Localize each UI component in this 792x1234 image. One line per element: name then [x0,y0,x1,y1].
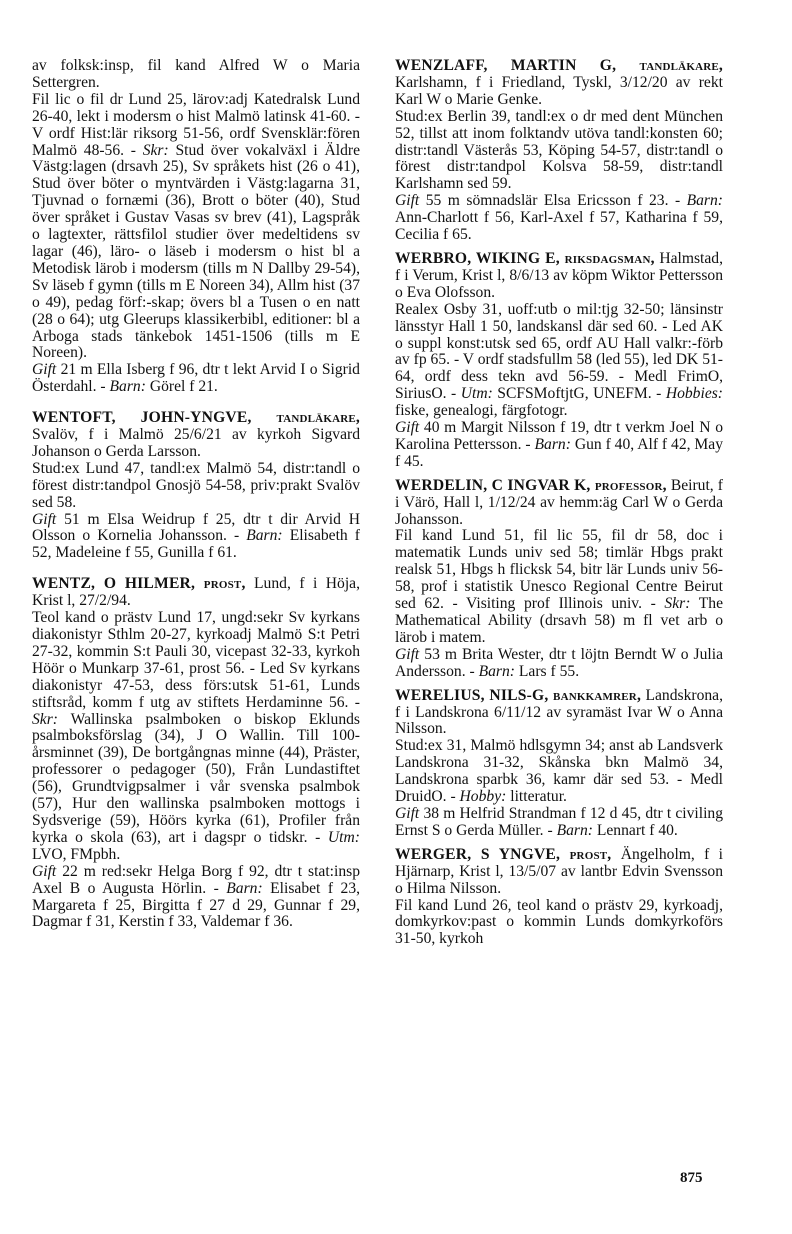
entry-werdelin [395,478,723,681]
label-gift: Gift [32,510,57,528]
entry-header: WERBRO, WIKING E, riksdagsman, Halmstad, f i Verum, Krist l, 8/6/13 av köpm Wiktor Pettersson o Eva Olofsson. [395,249,723,301]
entry-header: WENZLAFF, MARTIN G, tandläkare, Karlshamn, f i Friedland, Tyskl, 3/12/20 av rekt Karl W o Marie Genke. [395,57,723,108]
label-skr: Skr: [142,141,169,159]
entry-career: Teol kand o prästv Lund 17, ungd:sekr Sv kyrkans diakonistyr Sthlm 20-27, kyrkoadj Malmö S:t Petri 27-32, kommin S:t Pauli 30, vicepast 32-33, kyrkoh Höör o Munkarp 37-61, prost 56. - Led Sv kyrkans diakonistyr 47-53, dess förs:utsk 51-61, Lunds stiftsråd, komm f utg av stiftets Herdaminne 56. - Skr: Wallinska psalmboken o biskop Eklunds psalmboksförslag (34), J O Wallin. Till 100-årsminnet (39), De bortgångnas minne (44), Präster, professorer o pedagoger (50), Från Lundastiftet (56), Grundtvigpsalmer i vår svenska psalmbok (57), Hur den wallinska psalmboken mottogs i Sydsverige (59), Höörs kyrka (61), Profiler från kyrka o skola (63), art i dagspr o tidskr. - Utm: LVO, FMpbh. [32,609,361,863]
entry-name: WENTZ, O HILMER, prost, [32,575,246,593]
entry-wentoft [32,410,360,562]
left-column [32,58,360,931]
entry-career: Stud:ex Lund 47, tandl:ex Malmö 54, distr:tandl o förest distr:tandpol Gnosjö 54-58, priv:prakt Svalöv sed 58. [32,459,360,511]
entry-career: Fil kand Lund 26, teol kand o prästv 29, kyrkoadj, domkyrkov:past o kommin Lunds domkyrkoförs 31-50, kyrkoh [395,896,723,948]
label-barn: Barn: [109,378,146,396]
entry-career: Stud:ex Berlin 39, tandl:ex o dr med dent München 52, tillst att inom folktandv utöva tandl:konsten 60; distr:tandl Västerås 53, Köping 54-57, distr:tandl o förest distr:tandpol Kolsva 58-59, distr:tandl Karlshamn sed 59. [395,107,723,193]
entry-family: Gift 22 m red:sekr Helga Borg f 92, dtr t stat:insp Axel B o Augusta Hörlin. - Barn: Elisabet f 23, Margareta f 25, Birgitta f 27 d 29, Gunnar f 29, Dagmar f 31, Kerstin f 33, Valdemar f 36. [32,862,361,931]
entry-career: Stud:ex 31, Malmö hdlsgymn 34; anst ab Landsverk Landskrona 31-32, Skånska bkn Malmö 34, Landskrona sparbk 36, kamr där sed 53. - Medl DruidO. - Hobby: litteratur. [395,737,723,806]
entry-wenzlaff [395,58,723,244]
label-gift: Gift [395,192,420,210]
label-gift: Gift [32,862,57,880]
continued-entry-family: Gift 21 m Ella Isberg f 96, dtr t lekt Arvid I o Sigrid Österdahl. - Barn: Görel f 21. [32,361,360,396]
label-gift: Gift [395,645,420,663]
label-barn: Barn: [478,662,515,680]
label-utm: Utm: [327,828,360,846]
label-hobbies: Hobbies: [665,385,723,403]
label-skr: Skr: [664,595,691,613]
entry-family: Gift 40 m Margit Nilsson f 19, dtr t verkm Joel N o Karolina Pettersson. - Barn: Gun f 40, Alf f 42, May f 45. [395,419,724,470]
entry-header: WERELIUS, NILS-G, bankkamrer, Landskrona, f i Landskrona 6/11/12 av syramäst Ivar W o Anna Nilsson. [395,686,723,738]
entry-werger [395,847,723,948]
label-gift: Gift [395,804,420,822]
label-barn: Barn: [246,527,283,545]
entry-career: Realex Osby 31, uoff:utb o mil:tjg 32-50; länsinstr länsstyr Hall 1 50, landskansl där sed 60. - Led AK o suppl konst:utsk sed 65, ordf AU Hall valkr:-förb av fp 65. - V ordf stadsfullm 58 (led 55), led DK 51-64, ordf dess tekn avd 56-59. - Medl FrimO, SiriusO. - Utm: SCFSMoftjtG, UNEFM. - Hobbies: fiske, genealogi, färgfotogr. [395,300,723,420]
entry-family: Gift 53 m Brita Wester, dtr t löjtn Berndt W o Julia Andersson. - Barn: Lars f 55. [395,645,724,680]
entry-name: WERDELIN, C INGVAR K, professor, [395,476,667,494]
entry-name: WERGER, S YNGVE, prost, [395,845,612,863]
page-number: 875 [680,1170,703,1186]
entry-name: WERBRO, WIKING E, riksdagsman, [395,249,655,267]
entry-werbro [395,251,723,471]
label-barn: Barn: [226,879,263,897]
entry-header: WERDELIN, C INGVAR K, professor, Beirut, f i Värö, Hall l, 1/12/24 av hemm:äg Carl W o Gerda Johansson. [395,476,723,528]
entry-career: Fil kand Lund 51, fil lic 55, fil dr 58, doc i matematik Lunds univ sed 58; timlär Hbgs prakt realsk 51, Hbgs h flicksk 54, bitr lär Lunds univ 56-58, prof i statistik Unesco Regional Centre Beirut sed 62. - Visiting prof Illinois univ. - Skr: The Mathematical Ability (drsavh 58) m fl vet arb o lärob i matem. [395,527,723,646]
label-utm: Utm: [460,385,493,403]
entry-name: WERELIUS, NILS-G, bankkamrer, [395,686,642,704]
label-barn: Barn: [556,821,593,839]
entry-header: WENTZ, O HILMER, prost, Lund, f i Höja, Krist l, 27/2/94. [32,575,360,610]
entry-family: Gift 55 m sömnadslär Elsa Ericsson f 23. - Barn: Ann-Charlott f 56, Karl-Axel f 57, Katharina f 59, Cecilia f 65. [395,192,723,244]
label-gift: Gift [32,361,57,379]
right-column [395,58,723,948]
label-skr: Skr: [32,710,58,728]
entry-header: WERGER, S YNGVE, prost, Ängelholm, f i Hjärnarp, Krist l, 13/5/07 av lantbr Edvin Svensson o Hilma Nilsson. [395,845,723,897]
continued-entry-career: Fil lic o fil dr Lund 25, lärov:adj Katedralsk Lund 26-40, lekt i modersm o hist Malmö latinsk 41-60. - V ordf Hist:lär riksorg 51-56, ordf Svensklär:fören Malmö 48-56. - Skr: Stud över vokalväxl i Äldre Västg:lagen (drsavh 25), Sv språkets hist (26 o 41), Stud över böter o myntvärden i Västg:lagarna 31, Tjuvnad o fornæmi (36), Brott o böter (40), Stud över språket i Gustav Vasas sv brev (41), Lagspråk o lagtexter, rättsfilol studier över medeltidens sv lagar (46), läro- o läseb i modersm o hist bl a Metodisk lärob i modersm (tills m N Dallby 29-54), Sv läseb f gymn (tills m E Noreen 34), Allm hist (37 o 49), pedag förf:-skap; övers bl a Tusen o en natt (28 o 64); utg Gleerups klassikerbibl, editioner: bl a Arboga stads tänkebok 1451-1506 (tills m E Noreen). [32,90,360,362]
entry-family: Gift 51 m Elsa Weidrup f 25, dtr t dir Arvid H Olsson o Kornelia Johansson. - Barn: Elisabeth f 52, Madeleine f 55, Gunilla f 61. [32,510,360,562]
entry-name: WENTOFT, JOHN-YNGVE, tandläkare, [32,409,360,427]
entry-wentz [32,576,360,931]
label-hobby: Hobby: [459,788,507,806]
entry-header: WENTOFT, JOHN-YNGVE, tandläkare, Svalöv, f i Malmö 25/6/21 av kyrkoh Sigvard Johanson o Gerda Larsson. [32,409,360,460]
entry-name: WENZLAFF, MARTIN G, tandläkare, [395,57,723,74]
label-barn: Barn: [686,192,723,210]
entry-werelius [395,688,723,840]
entry-family: Gift 38 m Helfrid Strandman f 12 d 45, dtr t civiling Ernst S o Gerda Müller. - Barn: Lennart f 40. [395,804,723,839]
label-gift: Gift [395,419,420,437]
continued-entry-parents: av folksk:insp, fil kand Alfred W o Maria Settergren. [32,57,360,91]
label-barn: Barn: [534,435,571,453]
